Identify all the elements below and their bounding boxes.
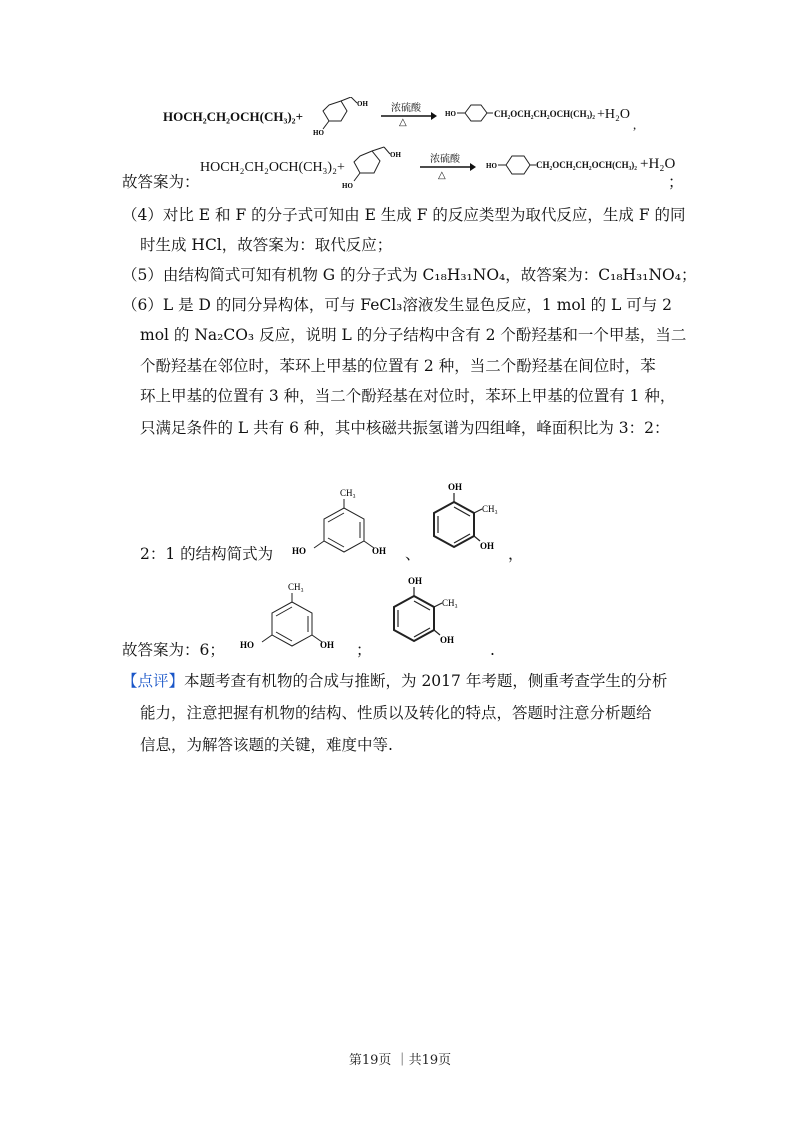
- eq2-product: CH₂OCH₂CH₂OCH(CH₃)₂: [536, 160, 637, 170]
- para-5: （5）由结构简式可知有机物 G 的分子式为 C₁₈H₃₁NO₄，故答案为：C₁₈H₃₁NO₄；: [122, 266, 697, 284]
- comment-tag: 【点评】: [122, 672, 185, 690]
- eq2-reactant: HOCH₂CH₂OCH(CH₃)₂+: [200, 160, 345, 175]
- eq2-oh-label: OH: [390, 151, 401, 159]
- structure-meta-methyl-resorcinol-1: [290, 486, 400, 566]
- eq2-catalyst: 浓硫酸: [430, 154, 460, 165]
- s3-ho: HO: [240, 640, 255, 650]
- eq1-product-ho: HO: [445, 110, 456, 118]
- comment-line-3: 信息，为解答该题的关键，难度中等.: [140, 736, 393, 754]
- s1-ho: HO: [292, 546, 307, 556]
- s3-ch3: CH₃: [288, 582, 304, 592]
- comment-line-2: 能力，注意把握有机物的结构、性质以及转化的特点，答题时注意分析题给: [140, 704, 652, 722]
- answer-line: 故答案为：6；: [122, 641, 225, 659]
- eq1-comma: ,: [633, 117, 637, 132]
- eq2-water: +H₂O: [640, 156, 676, 172]
- equation-2: [200, 152, 690, 196]
- eq1-product-ring: [445, 101, 493, 127]
- para-6-line-5: 只满足条件的 L 共有 6 种，其中核磁共振氢谱为四组峰，峰面积比为 3：2：: [140, 419, 670, 437]
- para-6-line-2: mol 的 Na₂CO₃ 反应，说明 L 的分子结构中含有 2 个酚羟基和一个甲基，当二: [140, 326, 687, 344]
- eq2-arrow: [420, 162, 476, 172]
- structure-ortho-methyl-catechol-2: [380, 572, 470, 662]
- s1-oh: OH: [372, 546, 387, 556]
- s4-ch3: CH₃: [442, 598, 458, 608]
- para-6-line-4: 环上甲基的位置有 3 种，当二个酚羟基在对位时，苯环上甲基的位置有 1 种，: [140, 387, 676, 405]
- s2-ch3: CH₃: [482, 504, 498, 514]
- s1-ch3: CH₃: [340, 488, 356, 498]
- para-6-line-1: （6）L 是 D 的同分异构体，可与 FeCl₃溶液发生显色反应，1 mol 的 L 可与 2: [122, 296, 673, 314]
- eq1-heat: △: [399, 117, 407, 128]
- eq2-suffix: ；: [668, 173, 684, 191]
- separator-mark: 、: [405, 545, 421, 563]
- s2-oh-top: OH: [448, 482, 463, 492]
- eq2-product-ring: [486, 152, 536, 180]
- s3-oh: OH: [320, 640, 335, 650]
- para-4-line-2: 时生成 HCl，故答案为：取代反应；: [140, 236, 393, 254]
- eq1-arrow: [381, 111, 437, 121]
- eq2-ho-label: HO: [342, 182, 353, 190]
- eq1-catalyst: 浓硫酸: [391, 103, 421, 114]
- structure-meta-methyl-resorcinol-2: [238, 580, 348, 660]
- eq1-water: +H₂O: [597, 107, 630, 122]
- s4-oh-bottom: OH: [440, 635, 455, 645]
- answer-end: .: [490, 641, 495, 659]
- para-4-line-1: （4）对比 E 和 F 的分子式可知由 E 生成 F 的反应类型为取代反应，生成 F 的同: [122, 206, 686, 224]
- eq1-reactant: HOCH₂CH₂OCH(CH₃)₂+: [163, 109, 303, 124]
- comment-text-1: 本题考查有机物的合成与推断，为 2017 年考题，侧重考查学生的分析: [184, 672, 668, 690]
- eq2-heat: △: [438, 170, 446, 181]
- s4-oh-top: OH: [408, 576, 423, 586]
- ratio-line: 2：1 的结构简式为: [140, 545, 274, 563]
- s2-oh-bottom: OH: [480, 541, 495, 551]
- eq2-product-ho: HO: [486, 162, 497, 170]
- eq1-oh-label: OH: [357, 100, 368, 108]
- answer-separator: ；: [356, 641, 372, 659]
- structure-ortho-methyl-catechol-1: [420, 478, 510, 568]
- comment-line-1: [122, 671, 667, 691]
- eq1-ho-label: HO: [313, 129, 324, 137]
- page-footer: 第19页 ｜共19页: [348, 1053, 452, 1068]
- eq2-benzyl-alcohol-structure: [340, 146, 406, 190]
- para-6-line-3: 个酚羟基在邻位时，苯环上甲基的位置有 2 种，当二个酚羟基在间位时，苯: [140, 357, 656, 375]
- eq2-prefix: 故答案为：: [122, 173, 200, 191]
- eq1-benzyl-alcohol-structure: [311, 97, 371, 137]
- eq1-product: CH₂OCH₂CH₂OCH(CH₃)₂: [494, 109, 595, 119]
- ratio-end-comma: ，: [508, 545, 524, 563]
- equation-1: [163, 100, 643, 143]
